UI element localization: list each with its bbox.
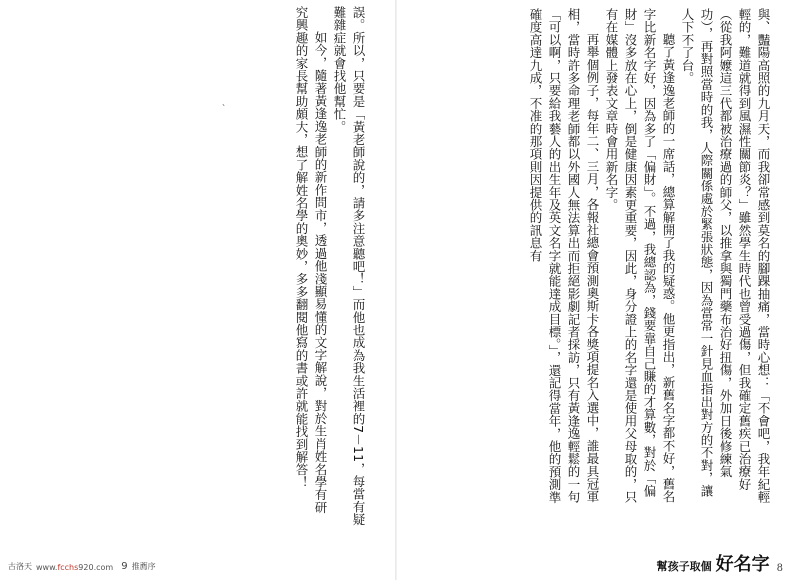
book-title: 好名字 (715, 554, 770, 575)
left-page-number: 9 (121, 561, 128, 572)
right-page-footer (657, 556, 783, 574)
punctuation-mark: 、 (222, 98, 230, 107)
section-label: 推薦序 (131, 562, 156, 571)
site-url: www.fcchs920.com (36, 563, 114, 572)
right-page (397, 0, 793, 580)
book-subtitle: 幫孩子取個 (656, 560, 712, 573)
left-paragraph-1: 誤。所以，只要是「黃老師說的，請多注意聽吧！」而他也成為我生活裡的7－11，每當有疑難雜症就會找他幫忙。 (332, 6, 366, 526)
left-page-body-text (228, 6, 368, 526)
site-label: 古洛天 (8, 562, 32, 571)
right-paragraph-1: 與、豔陽高照的九月天，而我卻常感到莫名的腳踝抽痛，當時心想：「不會吧，我年紀輕輕的，難道就得到風濕性關節炎？」雖然學生時代也曾受過傷，但我確定舊疾已治療好（從我阿嬤這三代都被治療過的師父，以推拿與獨門藥布治好扭傷，外加日後修練氣功），再對照當時的我，人際關係處於緊張狀態，因為當常一針見血指出對方的不對，讓人下不了台。 (680, 8, 771, 504)
left-paragraph-2: 如今，隨著黃逢逸老師的新作問市，透過他淺顯易懂的文字解說，對於生肖姓名學有研究興趣的家長幫助頗大，想了解姓名學的奧妙，多多翻閱他寫的書或許就能找到解答！ (294, 6, 328, 514)
right-page-body-text (417, 8, 773, 508)
left-page (0, 0, 396, 580)
left-page-footer (8, 561, 156, 572)
right-page-number: 8 (776, 563, 783, 574)
right-paragraph-2: 聽了黃逢逸老師的一席話，總算解開了我的疑惑。他更指出，新舊名字都不好，舊名字比新名字好，因為多了「偏財」。不過，我總認為，錢要靠自己賺的才算數，對於「偏財」沒多放在心上，倒是健康因素更重要，因此，身分證上的名字還是使用父母取的，只有在媒體上發表文章時會用新名字。 (604, 8, 676, 504)
right-paragraph-3: 再舉個例子，每年二、三月，各報社總會預測奧斯卡各獎項提名入選中，誰最具冠軍相，當時許多命理老師都以外國人無法算出而拒絕影劇記者採訪，只有黃逢逸輕鬆的一句「可以啊，只要給我藝人的出生年及英文名字就能達成目標。」，還記得當年，他的預測準確度高達九成，不准的那項則因提供的訊息有 (528, 8, 600, 504)
